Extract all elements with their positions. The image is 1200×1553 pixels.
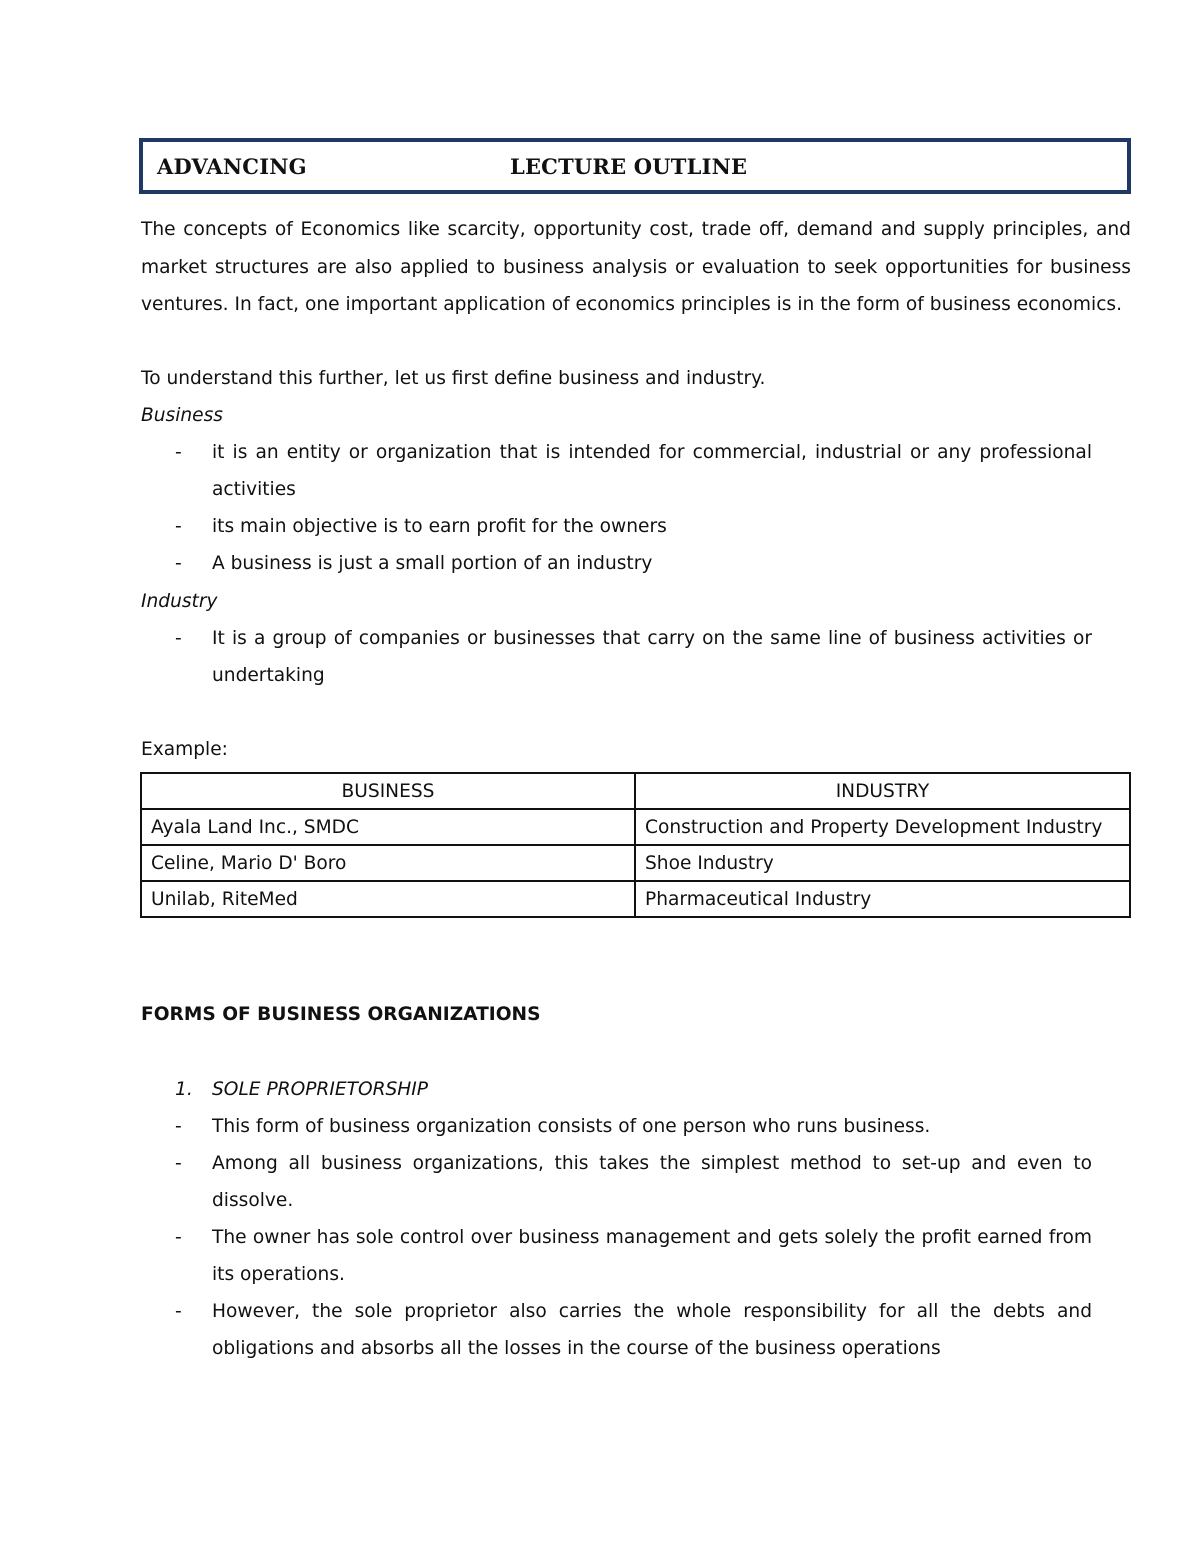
dash-marker: - <box>175 1227 182 1248</box>
table-cell: Unilab, RiteMed <box>141 881 635 917</box>
intro-line: The concepts of Economics like scarcity, opportunity cost, trade off, demand and supply principles, and <box>141 219 1131 240</box>
table-cell: Shoe Industry <box>635 845 1130 881</box>
bullet-line: However, the sole proprietor also carries the whole responsibility for all the debts and <box>212 1301 1092 1322</box>
bullet-line: This form of business organization consists of one person who runs business. <box>212 1116 931 1137</box>
table-header-cell: INDUSTRY <box>635 773 1130 809</box>
business-heading: Business <box>141 405 223 426</box>
bullet-text <box>212 1145 1092 1219</box>
intro-line: ventures. In fact, one important application of economics principles is in the form of business economics. <box>141 294 1123 315</box>
dash-marker: - <box>175 553 182 574</box>
header-left-title: ADVANCING <box>157 154 307 179</box>
dash-marker: - <box>175 1301 182 1322</box>
bullet-text <box>212 1108 1092 1145</box>
industry-heading: Industry <box>141 591 218 612</box>
bullet-text <box>212 1293 1092 1367</box>
bullet-text <box>212 545 1092 582</box>
table-cell: Ayala Land Inc., SMDC <box>141 809 635 845</box>
bullet-line: Among all business organizations, this takes the simplest method to set-up and even to <box>212 1153 1092 1174</box>
list-number: 1. <box>175 1079 193 1100</box>
table-header-cell: BUSINESS <box>141 773 635 809</box>
table-row <box>141 881 1130 917</box>
intro-paragraph <box>141 211 1131 324</box>
example-table <box>140 772 1131 918</box>
sole-proprietorship-heading <box>175 1071 428 1108</box>
dash-marker: - <box>175 516 182 537</box>
bullet-line: It is a group of companies or businesses that carry on the same line of business activities or <box>212 628 1092 649</box>
table-cell: Construction and Property Development Industry <box>635 809 1130 845</box>
table-row <box>141 809 1130 845</box>
bullet-line: activities <box>212 479 296 500</box>
bullet-line: its operations. <box>212 1264 345 1285</box>
define-line: To understand this further, let us first define business and industry. <box>141 368 766 389</box>
bullet-line: dissolve. <box>212 1190 294 1211</box>
forms-section-title: FORMS OF BUSINESS ORGANIZATIONS <box>141 1004 541 1025</box>
bullet-text <box>212 1219 1092 1293</box>
table-header-row <box>141 773 1130 809</box>
bullet-line: A business is just a small portion of an industry <box>212 553 653 574</box>
bullet-text <box>212 508 1092 545</box>
bullet-line: obligations and absorbs all the losses in the course of the business operations <box>212 1338 941 1359</box>
header-box <box>139 138 1131 194</box>
bullet-text <box>212 434 1092 508</box>
list-title: SOLE PROPRIETORSHIP <box>212 1079 428 1100</box>
intro-line: market structures are also applied to business analysis or evaluation to seek opportunities for business <box>141 256 1131 278</box>
table-cell: Celine, Mario D' Boro <box>141 845 635 881</box>
example-label: Example: <box>141 739 228 760</box>
header-right-title: LECTURE OUTLINE <box>510 154 748 179</box>
dash-marker: - <box>175 1116 182 1137</box>
table-cell: Pharmaceutical Industry <box>635 881 1130 917</box>
dash-marker: - <box>175 442 182 463</box>
table-row <box>141 845 1130 881</box>
bullet-line: its main objective is to earn profit for the owners <box>212 516 667 537</box>
bullet-line: it is an entity or organization that is intended for commercial, industrial or any professional <box>212 442 1092 463</box>
bullet-text <box>212 620 1092 694</box>
bullet-line: undertaking <box>212 665 325 686</box>
bullet-line: The owner has sole control over business management and gets solely the profit earned from <box>212 1227 1092 1248</box>
dash-marker: - <box>175 628 182 649</box>
dash-marker: - <box>175 1153 182 1174</box>
